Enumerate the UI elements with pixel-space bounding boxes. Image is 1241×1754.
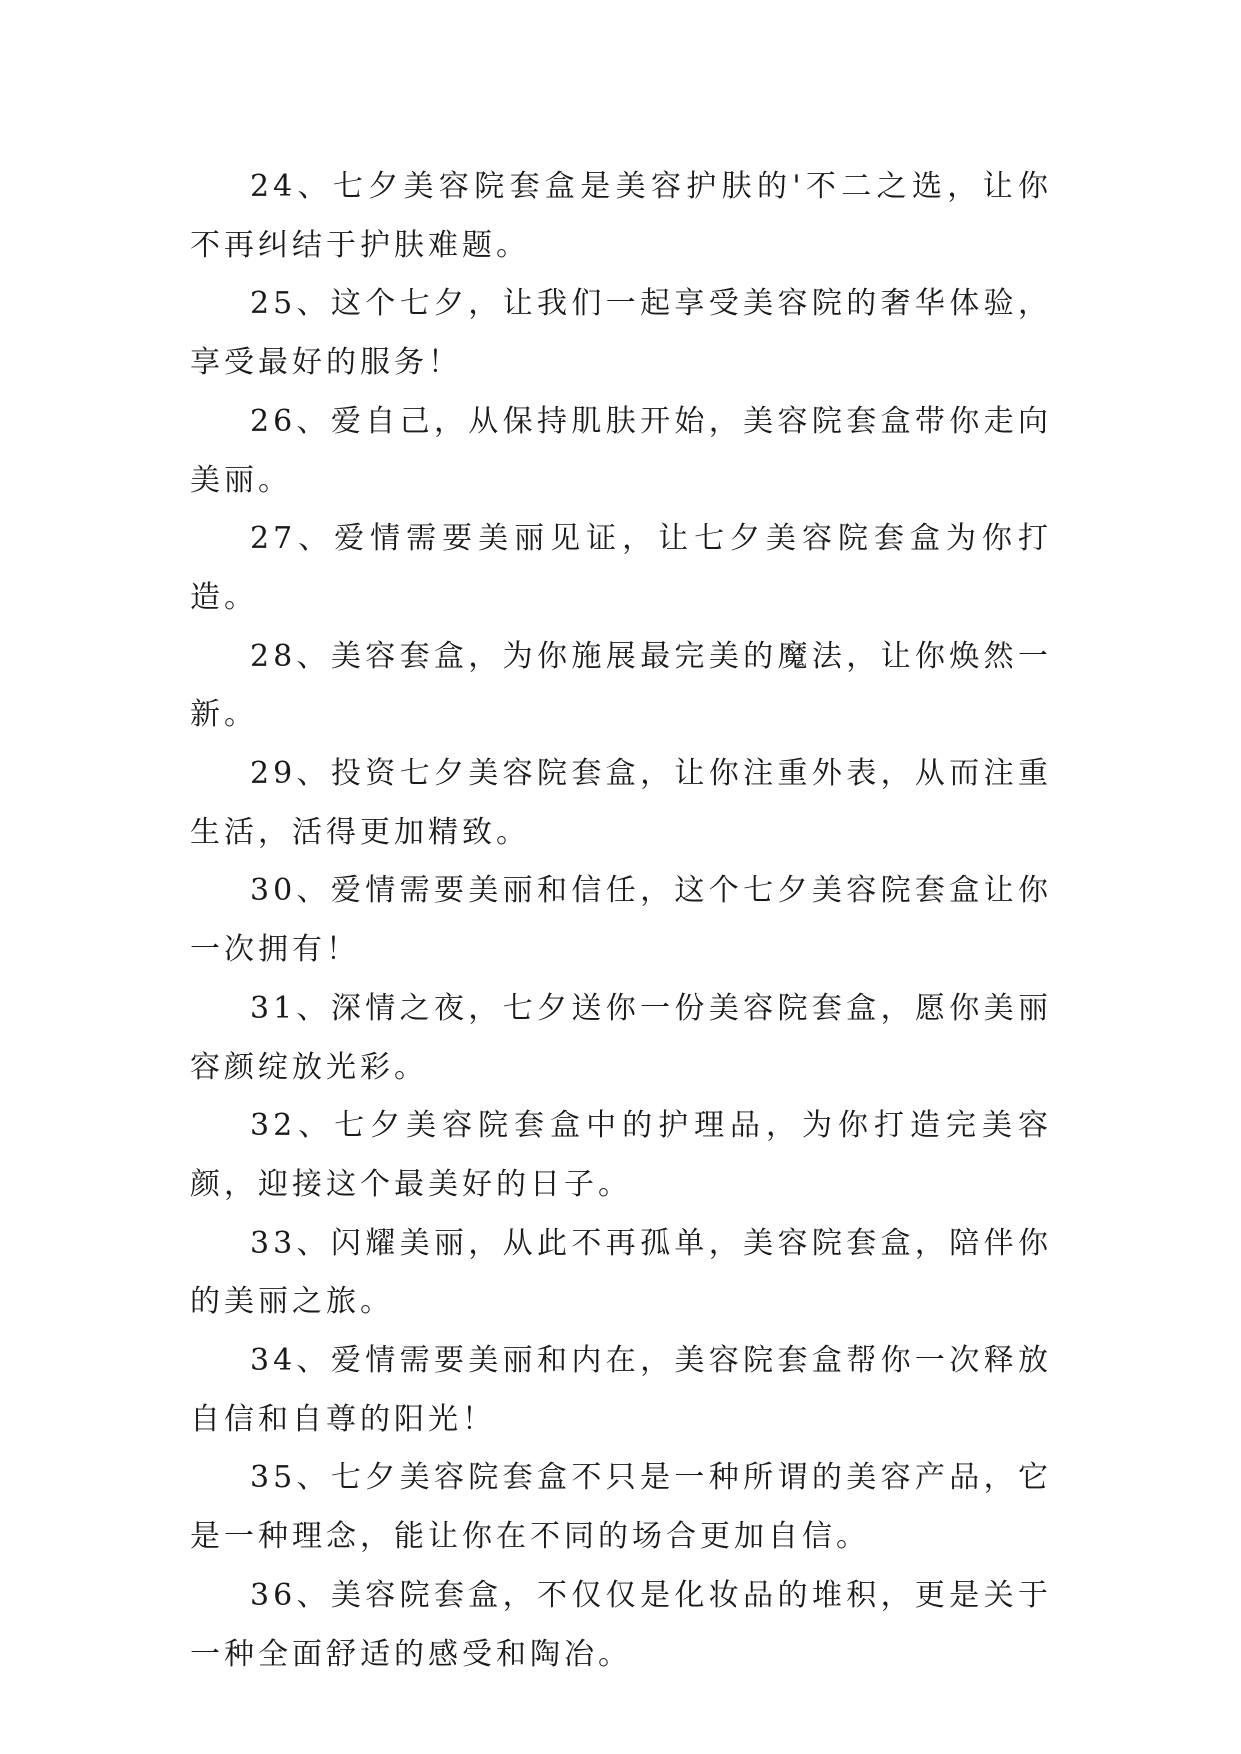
paragraph-34: 34、爱情需要美丽和内在，美容院套盒帮你一次释放自信和自尊的阳光！	[190, 1343, 1052, 1437]
paragraph-35: 35、七夕美容院套盒不只是一种所谓的美容产品，它是一种理念，能让你在不同的场合更加自信。	[190, 1460, 1052, 1555]
document-body	[190, 158, 1052, 1684]
paragraph-29: 29、投资七夕美容院套盒，让你注重外表，从而注重生活，活得更加精致。	[190, 756, 1052, 850]
paragraph-25: 25、这个七夕，让我们一起享受美容院的奢华体验，享受最好的服务！	[190, 286, 1052, 381]
paragraph-28: 28、美容套盒，为你施展最完美的魔法，让你焕然一新。	[190, 638, 1052, 733]
paragraph-36: 36、美容院套盒，不仅仅是化妆品的堆积，更是关于一种全面舒适的感受和陶冶。	[190, 1577, 1052, 1672]
paragraph-32: 32、七夕美容院套盒中的护理品，为你打造完美容颜，迎接这个最美好的日子。	[190, 1108, 1052, 1202]
paragraph-26: 26、爱自己，从保持肌肤开始，美容院套盒带你走向美丽。	[190, 403, 1052, 498]
paragraph-31: 31、深情之夜，七夕送你一份美容院套盒，愿你美丽容颜绽放光彩。	[190, 990, 1052, 1085]
paragraph-30: 30、爱情需要美丽和信任，这个七夕美容院套盒让你一次拥有！	[190, 873, 1052, 968]
paragraph-33: 33、闪耀美丽，从此不再孤单，美容院套盒，陪伴你的美丽之旅。	[190, 1225, 1052, 1320]
paragraph-24: 24、七夕美容院套盒是美容护肤的'不二之选，让你不再纠结于护肤难题。	[190, 169, 1052, 263]
paragraph-27: 27、爱情需要美丽见证，让七夕美容院套盒为你打造。	[190, 521, 1052, 615]
